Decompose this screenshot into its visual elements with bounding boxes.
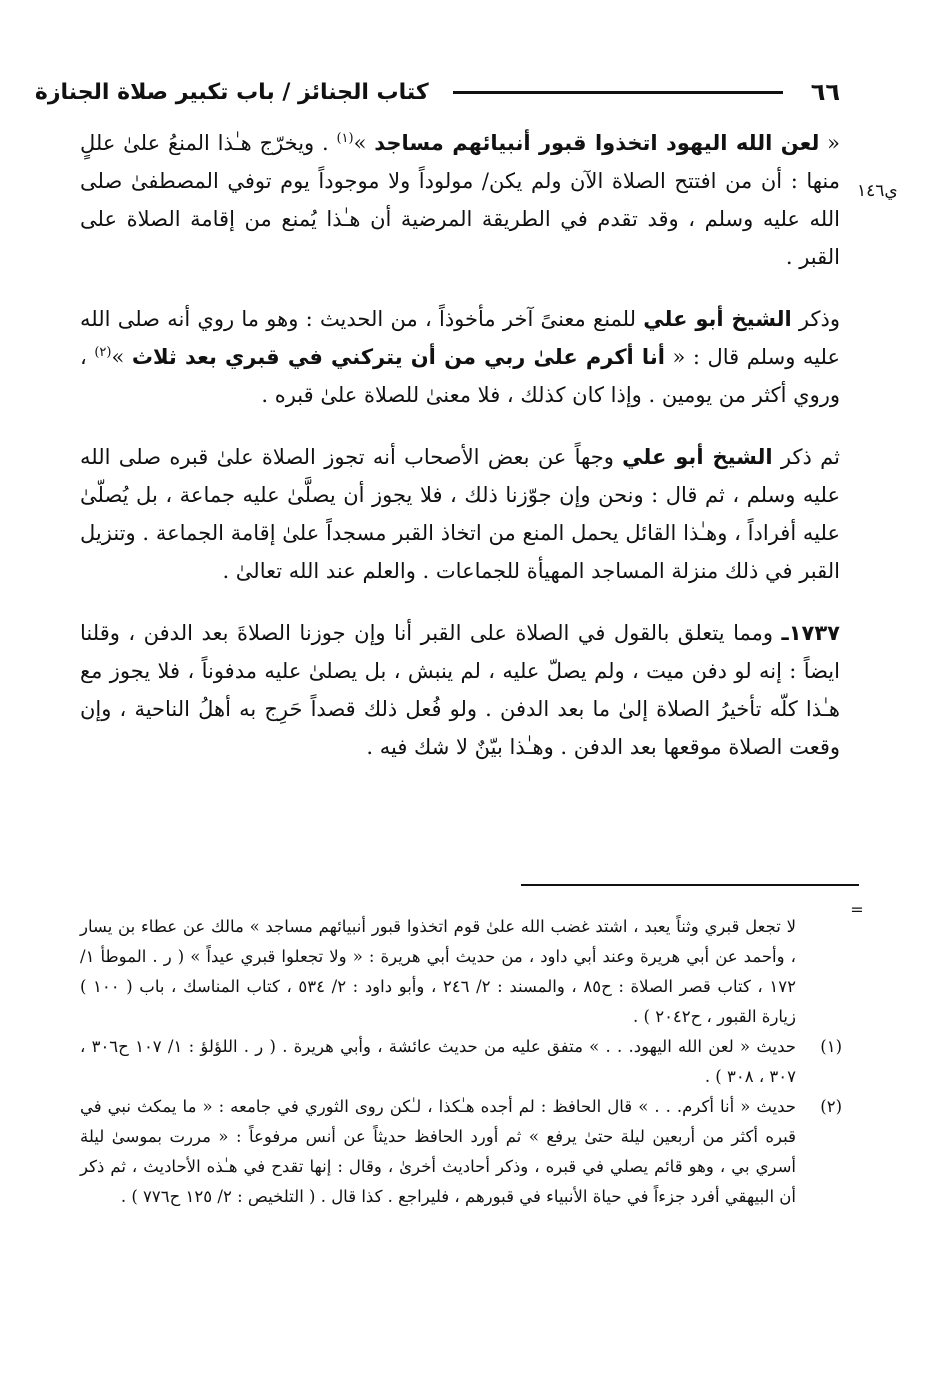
footnote-ref-2[interactable]: (٢) xyxy=(94,345,112,360)
scholar-name: الشيخ أبو علي xyxy=(622,445,773,469)
paragraph-gap xyxy=(80,414,840,438)
page-number: ٦٦ xyxy=(810,78,840,106)
footnote-text: حديث « لعن الله اليهود. . . » متفق عليه من حديث عائشة ، وأبي هريرة . ( ر . اللؤلؤ : ١/ ١٠٧ ح٣٠٦ ، ٣٠٧ ، ٣٠٨ ) . xyxy=(80,1037,796,1086)
footnote-separator xyxy=(521,884,859,886)
text-run: » xyxy=(111,345,132,369)
footnote-ref-1[interactable]: (١) xyxy=(336,131,354,146)
continuation-mark: = xyxy=(850,900,864,919)
text-run: للمنع معنىً آخر مأخوذاً ، من الحديث : وهو ما روي أنه صلى الله عليه وسلم قال : « xyxy=(80,307,840,369)
hadith-quote: لعن الله اليهود اتخذوا قبور أنبيائهم مساجد xyxy=(374,131,820,155)
footnote-number: (٢) xyxy=(820,1097,842,1116)
scholar-name: الشيخ أبو علي xyxy=(643,307,792,331)
text-run: ، وروي أكثر من يومين . وإذا كان كذلك ، فلا معنىٰ للصلاة علىٰ قبره . xyxy=(80,345,840,407)
text-run: ثم ذكر xyxy=(772,445,840,469)
paragraph-gap xyxy=(80,276,840,300)
footnote-2 xyxy=(80,1092,842,1212)
footnote-continuation: لا تجعل قبري وثناً يعبد ، اشتد غضب الله علىٰ قوم اتخذوا قبور أنبيائهم مساجد » مالك عن عطاء بن يسار ، وأحمد عن أبي هريرة وعند أبي داود ، من حديث أبي هريرة : « ولا تجعلوا قبري عيداً » ( ر . الموطأ ١/ ١٧٢ ، كتاب قصر الصلاة : ح٨٥ ، والمسند : ٢/ ٢٤٦ ، وأبو داود : ٢/ ٥٣٤ ، كتاب المناسك ، باب ( ١٠٠ ) زيارة القبور ، ح٢٠٤٢ ) . xyxy=(80,917,796,1026)
text-run: . ويخرّج هـٰذا المنعُ علىٰ عللٍ منها : أن من افتتح الصلاة الآن ولم يكن/ مولوداً ولا موجوداً يوم توفي المصطفىٰ صلى الله عليه وسلم ، وقد تقدم في الطريقة المرضية أن هـٰذا يُمنع من إقامة الصلاة على القبر . xyxy=(80,131,840,269)
text-run: وجهاً عن بعض الأصحاب أنه تجوز الصلاة علىٰ قبره صلى الله عليه وسلم ، ثم قال : ونحن وإن جوّزنا ذلك ، فلا يجوز أن يصلَّىٰ عليه جماعة ، بل يُصلّىٰ عليه أفراداً ، وهـٰذا القائل يحمل المنع من اتخاذ القبر مسجداً علىٰ إقامة الجماعة . وتنزيل القبر في ذلك منزلة المساجد المهيأة للجماعات . والعلم عند الله تعالىٰ . xyxy=(80,445,840,583)
header-rule xyxy=(453,91,783,94)
text-run: وذكر xyxy=(791,307,840,331)
paragraph-3 xyxy=(80,438,840,590)
section-number: ١٧٣٧ـ xyxy=(781,621,840,645)
hadith-quote: أنا أكرم علىٰ ربي من أن يتركني في قبري بعد ثلاث xyxy=(131,345,665,369)
text-run: ومما يتعلق بالقول في الصلاة على القبر أنا وإن جوزنا الصلاةَ بعد الدفن ، وقلنا ايضاً : إنه لو دفن ميت ، ولم يصلّ عليه ، لم ينبش ، بل يصلىٰ عليه مدفوناً ، فلا يجوز مع هـٰذا كلّه تأخيرُ الصلاة إلىٰ ما بعد الدفن . ولو فُعل ذلك قصداً حَرِج به أهلُ الناحية ، وإن وقعت الصلاة موقعها بعد الدفن . وهـٰذا بيّنٌ لا شك فيه . xyxy=(80,621,840,759)
paragraph-2 xyxy=(80,300,840,414)
text-run: » xyxy=(353,131,375,155)
text-run: « xyxy=(819,131,840,155)
margin-reference: ي١٤٦ xyxy=(857,181,898,201)
paragraph-gap xyxy=(80,590,840,614)
paragraph-4 xyxy=(80,614,840,766)
footnote-text: حديث « أنا أكرم. . . » قال الحافظ : لم أجده هـٰكذا ، لـٰكن روى الثوري في جامعه : « ما يمكث نبي في قبره أكثر من أربعين ليلة حتىٰ يرفع » ثم أورد الحافظ حديثاً عن أنس مرفوعاً : « مررت بموسىٰ ليلة أسري بي ، وهو قائم يصلي في قبره ، وذكر أحاديث أخرىٰ ، وقال : إنها تقدح في هـٰذه الأحاديث ، ثم ذكر أن البيهقي أفرد جزءاً في حياة الأنبياء في قبورهم ، فليراجع . كذا قال . ( التلخيص : ٢/ ١٢٥ ح٧٧٦ ) . xyxy=(80,1097,796,1206)
page-header xyxy=(34,70,840,114)
main-text xyxy=(80,124,840,766)
paragraph-1 xyxy=(80,124,840,276)
footnote-1 xyxy=(80,1032,842,1092)
running-title: كتاب الجنائز / باب تكبير صلاة الجنازة xyxy=(34,79,429,105)
footnotes xyxy=(80,912,842,1212)
footnote-number: (١) xyxy=(820,1037,842,1056)
